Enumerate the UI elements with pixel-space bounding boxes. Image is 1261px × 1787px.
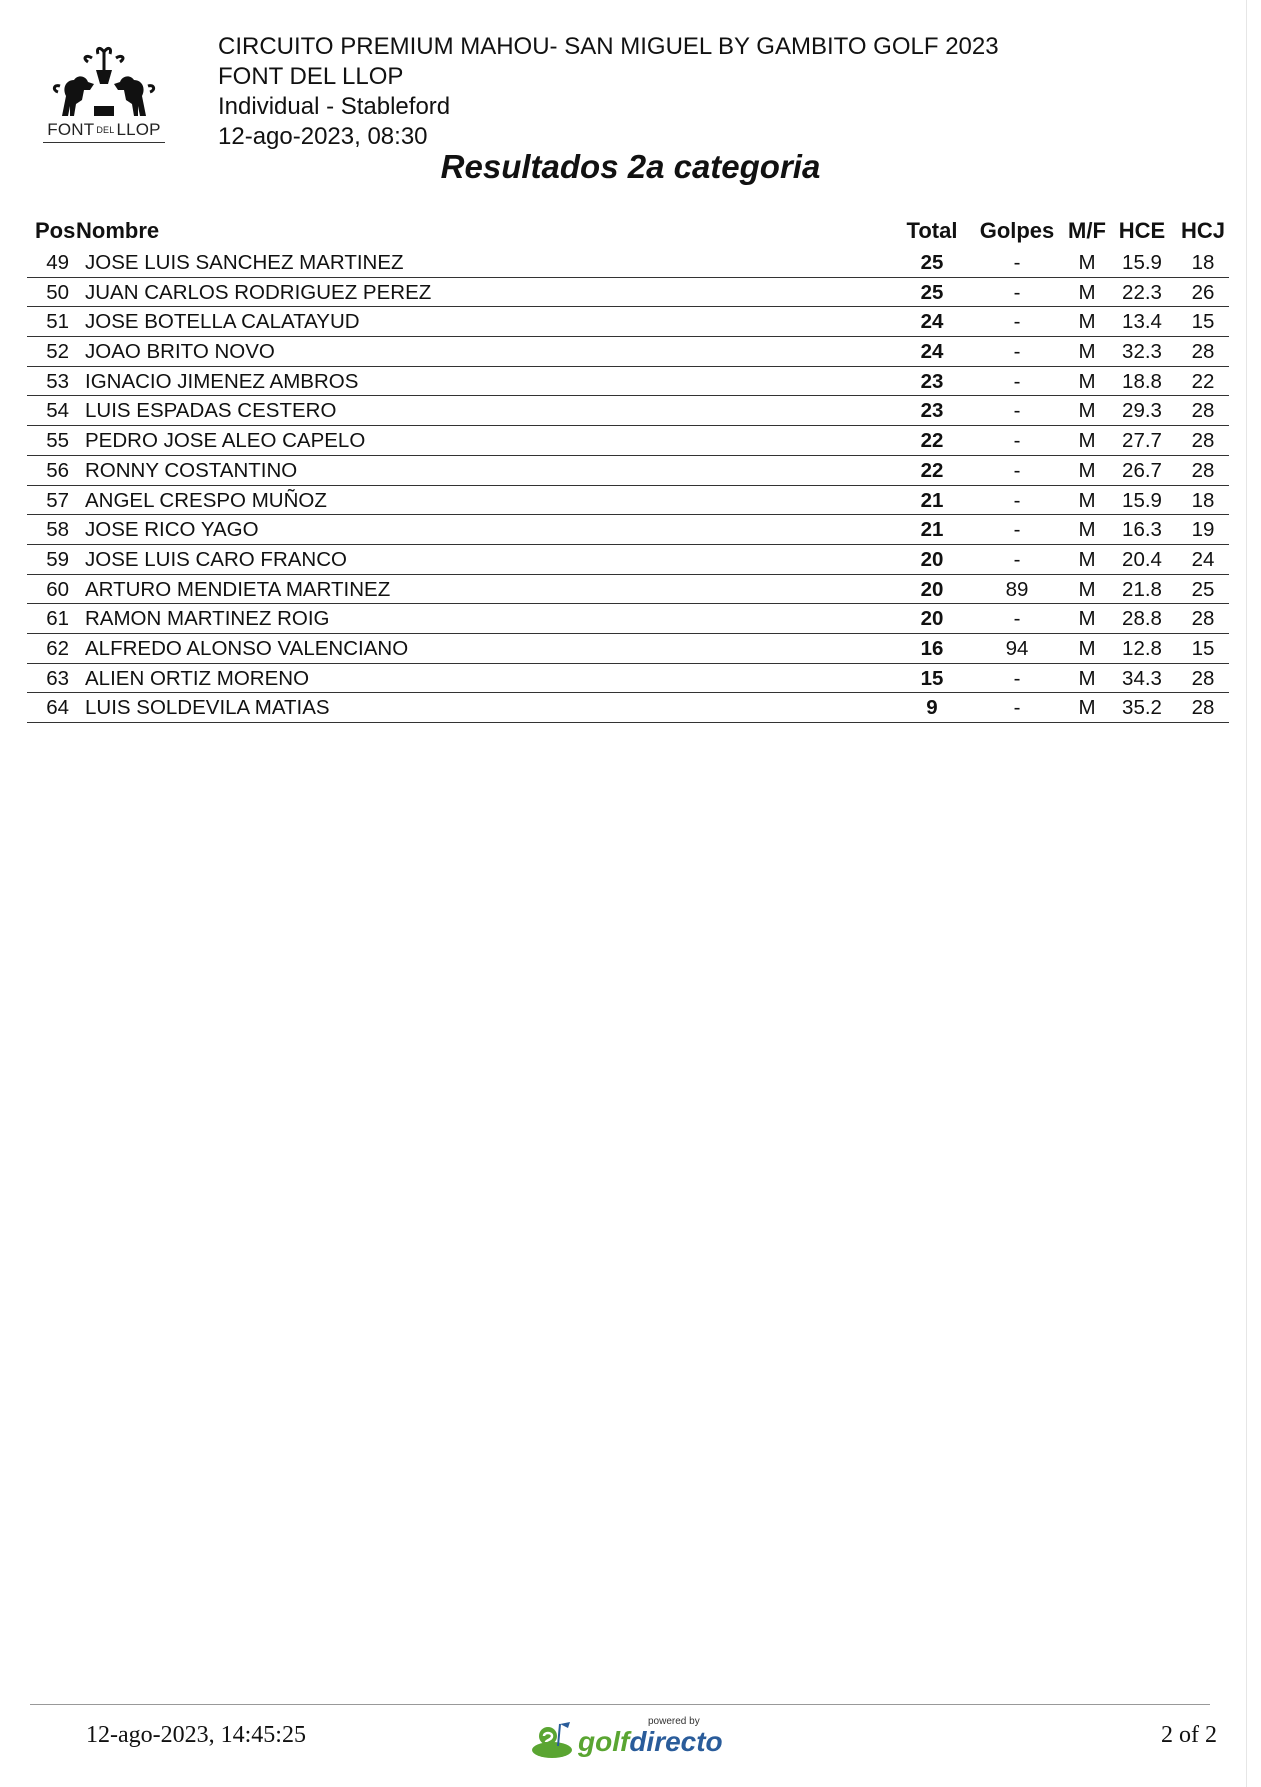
col-header-name: Nombre [76,218,160,243]
cell-name: LUIS SOLDEVILA MATIAS [85,696,330,720]
cell-hce: 15.9 [1122,488,1162,512]
col-header-hcj: HCJ [1180,218,1225,243]
cell-hcj: 15 [1191,636,1215,660]
cell-name: ARTURO MENDIETA MARTINEZ [85,577,391,601]
cell-pos: 56 [46,458,69,482]
cell-mf: M [1078,340,1096,364]
cell-hce: 21.8 [1122,577,1162,601]
cell-golpes: - [1013,310,1021,334]
cell-total: 20 [920,577,944,601]
cell-mf: M [1078,577,1096,601]
table-row [27,664,1229,694]
cell-golpes: 94 [1005,636,1029,660]
cell-total: 25 [920,251,944,274]
cell-name: ALFREDO ALONSO VALENCIANO [85,636,409,660]
printed-timestamp: 12-ago-2023, 14:45:25 [86,1722,306,1748]
cell-total: 23 [920,399,944,423]
cell-name: IGNACIO JIMENEZ AMBROS [85,369,359,393]
cell-total: 25 [920,280,944,304]
logo-wordmark [40,120,168,140]
cell-hcj: 28 [1191,458,1215,482]
fountain-lions-icon [40,44,168,120]
cell-golpes: - [1013,458,1021,482]
cell-golpes: - [1013,518,1021,542]
cell-pos: 49 [46,251,69,274]
tournament-name: CIRCUITO PREMIUM MAHOU- SAN MIGUEL BY GAMBITO GOLF 2023 [218,33,999,60]
cell-name: JUAN CARLOS RODRIGUEZ PEREZ [85,280,432,304]
table-row [27,278,1229,308]
cell-mf: M [1078,429,1096,453]
cell-hcj: 22 [1191,369,1215,393]
cell-mf: M [1078,636,1096,660]
game-format: Individual - Stableford [218,93,451,120]
cell-pos: 59 [46,547,69,571]
cell-name: RAMON MARTINEZ ROIG [85,607,330,631]
cell-pos: 53 [46,369,69,393]
cell-hce: 13.4 [1122,310,1162,334]
results-table [27,216,1229,723]
cell-name: RONNY COSTANTINO [85,458,298,482]
cell-golpes: - [1013,696,1021,720]
cell-golpes: - [1013,666,1021,690]
powered-by-label: powered by [648,1716,700,1727]
cell-name: JOSE LUIS SANCHEZ MARTINEZ [85,251,404,274]
cell-pos: 54 [46,399,69,423]
logo-word-font: FONT [47,120,95,139]
table-row [27,456,1229,486]
cell-name: JOSE LUIS CARO FRANCO [85,547,347,571]
cell-hce: 18.8 [1122,369,1162,393]
table-row [27,248,1229,278]
cell-name: ALIEN ORTIZ MORENO [85,666,310,690]
table-row [27,426,1229,456]
golfdirecto-logo-icon [530,1720,576,1760]
cell-mf: M [1078,666,1096,690]
report-header [218,32,999,152]
cell-total: 22 [920,458,944,482]
col-header-hce: HCE [1118,218,1166,243]
cell-hcj: 15 [1191,310,1215,334]
table-row [27,575,1229,605]
cell-golpes: - [1013,280,1021,304]
cell-total: 23 [920,369,944,393]
cell-pos: 57 [46,488,69,512]
cell-golpes: - [1013,251,1021,274]
cell-golpes: - [1013,399,1021,423]
cell-golpes: - [1013,429,1021,453]
cell-name: JOSE BOTELLA CALATAYUD [85,310,360,334]
cell-total: 16 [920,636,944,660]
cell-pos: 58 [46,518,69,542]
cell-hce: 16.3 [1122,518,1162,542]
cell-mf: M [1078,369,1096,393]
cell-hcj: 26 [1191,280,1215,304]
cell-hcj: 19 [1191,518,1215,542]
cell-mf: M [1078,458,1096,482]
cell-golpes: 89 [1005,577,1029,601]
cell-pos: 61 [46,607,69,631]
cell-name: PEDRO JOSE ALEO CAPELO [85,429,366,453]
table-row [27,693,1229,723]
cell-hce: 20.4 [1122,547,1162,571]
logo-word-llop: LLOP [116,120,161,139]
cell-golpes: - [1013,547,1021,571]
cell-hce: 12.8 [1122,636,1162,660]
cell-hce: 28.8 [1122,607,1162,631]
cell-hcj: 28 [1191,429,1215,453]
cell-golpes: - [1013,488,1021,512]
cell-hce: 32.3 [1122,340,1162,364]
cell-pos: 60 [46,577,69,601]
cell-total: 20 [920,607,944,631]
start-datetime: 12-ago-2023, 08:30 [218,123,428,150]
table-row [27,545,1229,575]
table-row [27,486,1229,516]
logo-word-del: DEL [96,125,115,135]
cell-total: 21 [920,518,944,542]
cell-mf: M [1078,607,1096,631]
table-row [27,634,1229,664]
cell-hce: 29.3 [1122,399,1162,423]
cell-hcj: 28 [1191,607,1215,631]
col-header-total: Total [906,218,958,243]
logo-underline [43,142,165,143]
cell-hcj: 28 [1191,666,1215,690]
cell-pos: 64 [46,696,69,720]
cell-hce: 27.7 [1122,429,1162,453]
cell-name: LUIS ESPADAS CESTERO [85,399,337,423]
cell-total: 20 [920,547,944,571]
table-row [27,515,1229,545]
table-body [27,248,1229,723]
cell-hcj: 28 [1191,399,1215,423]
golfdirecto-brand [530,1716,723,1760]
cell-total: 15 [920,666,944,690]
table-row [27,604,1229,634]
col-header-pos: Pos [35,218,76,243]
cell-hce: 15.9 [1122,251,1162,274]
cell-total: 24 [920,310,944,334]
cell-hce: 35.2 [1122,696,1162,720]
cell-hce: 22.3 [1122,280,1162,304]
brand-part-golf: golf [578,1726,630,1757]
cell-mf: M [1078,251,1096,274]
cell-total: 24 [920,340,944,364]
cell-name: JOSE RICO YAGO [85,518,259,542]
cell-hcj: 18 [1191,488,1215,512]
table-header-row [27,216,1229,248]
table-row [27,307,1229,337]
cell-hce: 34.3 [1122,666,1162,690]
cell-hcj: 28 [1191,340,1215,364]
cell-hcj: 28 [1191,696,1215,720]
cell-pos: 62 [46,636,69,660]
cell-mf: M [1078,310,1096,334]
cell-mf: M [1078,696,1096,720]
cell-mf: M [1078,518,1096,542]
golfdirecto-wordmark [578,1726,723,1758]
table-row [27,337,1229,367]
cell-name: ANGEL CRESPO MUÑOZ [85,488,327,512]
cell-hce: 26.7 [1122,458,1162,482]
cell-golpes: - [1013,369,1021,393]
cell-name: JOAO BRITO NOVO [85,340,275,364]
page-title: Resultados 2a categoria [440,148,821,185]
cell-pos: 55 [46,429,69,453]
brand-part-directo: directo [629,1726,723,1757]
page-number: 2 of 2 [1161,1722,1217,1748]
footer-divider [30,1704,1210,1705]
cell-golpes: - [1013,607,1021,631]
col-header-mf: M/F [1068,218,1106,243]
table-row [27,396,1229,426]
cell-pos: 51 [46,310,69,334]
cell-total: 21 [920,488,944,512]
cell-mf: M [1078,547,1096,571]
cell-total: 22 [920,429,944,453]
club-logo [40,44,168,144]
cell-hcj: 25 [1191,577,1215,601]
table-row [27,367,1229,397]
cell-hcj: 18 [1191,251,1215,274]
cell-mf: M [1078,488,1096,512]
col-header-golpes: Golpes [979,218,1055,243]
cell-total: 9 [926,696,938,720]
course-name: FONT DEL LLOP [218,63,404,90]
cell-mf: M [1078,399,1096,423]
cell-mf: M [1078,280,1096,304]
cell-golpes: - [1013,340,1021,364]
cell-hcj: 24 [1191,547,1215,571]
cell-pos: 50 [46,280,69,304]
cell-pos: 63 [46,666,69,690]
cell-pos: 52 [46,340,69,364]
